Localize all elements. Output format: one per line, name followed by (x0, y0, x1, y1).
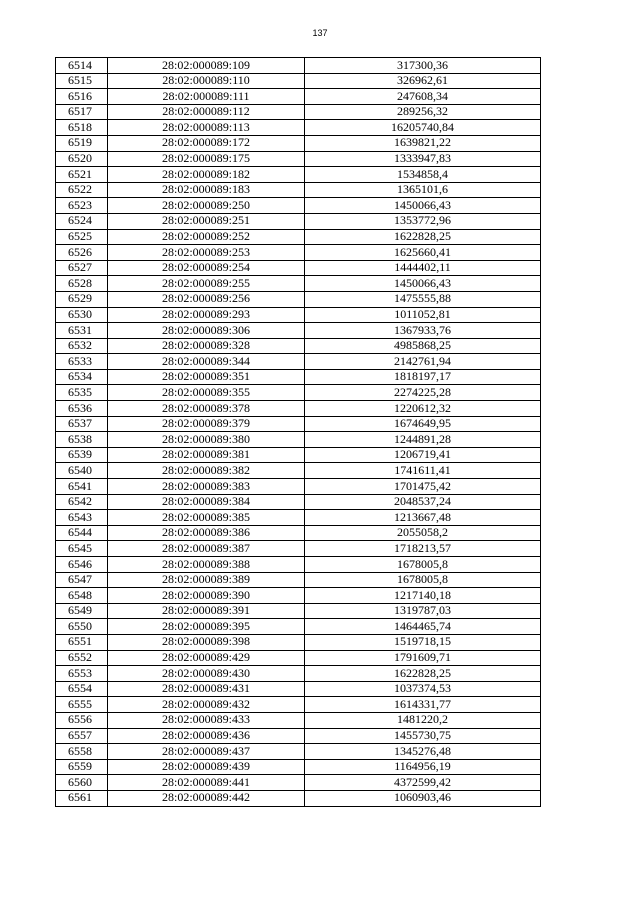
row-number-cell: 6526 (56, 245, 108, 261)
table-row (56, 276, 541, 292)
table-row (56, 494, 541, 510)
table-row (56, 634, 541, 650)
value-cell: 1206719,41 (305, 447, 541, 463)
cadastral-number-cell: 28:02:000089:378 (108, 401, 305, 417)
value-cell: 1475555,88 (305, 291, 541, 307)
value-cell: 1639821,22 (305, 135, 541, 151)
value-cell: 1319787,03 (305, 603, 541, 619)
row-number-cell: 6550 (56, 619, 108, 635)
cadastral-number-cell: 28:02:000089:380 (108, 432, 305, 448)
value-cell: 1011052,81 (305, 307, 541, 323)
table-row (56, 104, 541, 120)
table-row (56, 338, 541, 354)
row-number-cell: 6540 (56, 463, 108, 479)
table-row (56, 260, 541, 276)
value-cell: 247608,34 (305, 89, 541, 105)
cadastral-number-cell: 28:02:000089:113 (108, 120, 305, 136)
value-cell: 326962,61 (305, 73, 541, 89)
value-cell: 1345276,48 (305, 744, 541, 760)
value-cell: 1464465,74 (305, 619, 541, 635)
table-row (56, 229, 541, 245)
row-number-cell: 6541 (56, 479, 108, 495)
table-row (56, 291, 541, 307)
value-cell: 1701475,42 (305, 479, 541, 495)
cadastral-number-cell: 28:02:000089:175 (108, 151, 305, 167)
row-number-cell: 6538 (56, 432, 108, 448)
table-row (56, 790, 541, 806)
value-cell: 2142761,94 (305, 354, 541, 370)
value-cell: 1060903,46 (305, 790, 541, 806)
cadastral-number-cell: 28:02:000089:430 (108, 666, 305, 682)
cadastral-number-cell: 28:02:000089:389 (108, 572, 305, 588)
row-number-cell: 6532 (56, 338, 108, 354)
value-cell: 2055058,2 (305, 525, 541, 541)
value-cell: 1791609,71 (305, 650, 541, 666)
row-number-cell: 6556 (56, 712, 108, 728)
table-row (56, 167, 541, 183)
row-number-cell: 6548 (56, 588, 108, 604)
row-number-cell: 6522 (56, 182, 108, 198)
table-row (56, 58, 541, 74)
table-row (56, 213, 541, 229)
value-cell: 1481220,2 (305, 712, 541, 728)
cadastral-number-cell: 28:02:000089:355 (108, 385, 305, 401)
row-number-cell: 6549 (56, 603, 108, 619)
cadastral-number-cell: 28:02:000089:387 (108, 541, 305, 557)
row-number-cell: 6524 (56, 213, 108, 229)
cadastral-number-cell: 28:02:000089:351 (108, 369, 305, 385)
table-row (56, 619, 541, 635)
cadastral-number-cell: 28:02:000089:110 (108, 73, 305, 89)
table-row (56, 525, 541, 541)
value-cell: 1678005,8 (305, 572, 541, 588)
table-row (56, 712, 541, 728)
row-number-cell: 6534 (56, 369, 108, 385)
table-row (56, 728, 541, 744)
table-row (56, 744, 541, 760)
cadastral-number-cell: 28:02:000089:384 (108, 494, 305, 510)
cadastral-number-cell: 28:02:000089:385 (108, 510, 305, 526)
value-cell: 1450066,43 (305, 276, 541, 292)
cadastral-number-cell: 28:02:000089:254 (108, 260, 305, 276)
value-cell: 1519718,15 (305, 634, 541, 650)
cadastral-number-cell: 28:02:000089:255 (108, 276, 305, 292)
cadastral-number-cell: 28:02:000089:344 (108, 354, 305, 370)
row-number-cell: 6516 (56, 89, 108, 105)
table-row (56, 182, 541, 198)
table-row (56, 650, 541, 666)
value-cell: 1450066,43 (305, 198, 541, 214)
cadastral-number-cell: 28:02:000089:391 (108, 603, 305, 619)
cadastral-number-cell: 28:02:000089:398 (108, 634, 305, 650)
table-row (56, 775, 541, 791)
table-row (56, 557, 541, 573)
value-cell: 1534858,4 (305, 167, 541, 183)
value-cell: 1614331,77 (305, 697, 541, 713)
table-row (56, 603, 541, 619)
value-cell: 1213667,48 (305, 510, 541, 526)
row-number-cell: 6546 (56, 557, 108, 573)
cadastral-number-cell: 28:02:000089:433 (108, 712, 305, 728)
value-cell: 1678005,8 (305, 557, 541, 573)
table-row (56, 73, 541, 89)
row-number-cell: 6551 (56, 634, 108, 650)
value-cell: 1625660,41 (305, 245, 541, 261)
cadastral-number-cell: 28:02:000089:293 (108, 307, 305, 323)
cadastral-number-cell: 28:02:000089:306 (108, 323, 305, 339)
table-row (56, 416, 541, 432)
table-row (56, 588, 541, 604)
row-number-cell: 6552 (56, 650, 108, 666)
table-row (56, 697, 541, 713)
row-number-cell: 6542 (56, 494, 108, 510)
row-number-cell: 6561 (56, 790, 108, 806)
value-cell: 16205740,84 (305, 120, 541, 136)
value-cell: 317300,36 (305, 58, 541, 74)
table-row (56, 245, 541, 261)
table-row (56, 572, 541, 588)
cadastral-number-cell: 28:02:000089:256 (108, 291, 305, 307)
cadastral-number-cell: 28:02:000089:183 (108, 182, 305, 198)
table-row (56, 369, 541, 385)
table-body (56, 58, 541, 807)
cadastral-number-cell: 28:02:000089:252 (108, 229, 305, 245)
row-number-cell: 6518 (56, 120, 108, 136)
row-number-cell: 6537 (56, 416, 108, 432)
page-number: 137 (312, 28, 328, 38)
row-number-cell: 6527 (56, 260, 108, 276)
value-cell: 1164956,19 (305, 759, 541, 775)
row-number-cell: 6517 (56, 104, 108, 120)
row-number-cell: 6531 (56, 323, 108, 339)
value-cell: 1037374,53 (305, 681, 541, 697)
table-row (56, 541, 541, 557)
row-number-cell: 6547 (56, 572, 108, 588)
cadastral-number-cell: 28:02:000089:172 (108, 135, 305, 151)
cadastral-number-cell: 28:02:000089:388 (108, 557, 305, 573)
cadastral-number-cell: 28:02:000089:379 (108, 416, 305, 432)
value-cell: 2048537,24 (305, 494, 541, 510)
value-cell: 1674649,95 (305, 416, 541, 432)
row-number-cell: 6530 (56, 307, 108, 323)
cadastral-number-cell: 28:02:000089:442 (108, 790, 305, 806)
table-row (56, 666, 541, 682)
value-cell: 1622828,25 (305, 666, 541, 682)
table-row (56, 307, 541, 323)
value-cell: 1244891,28 (305, 432, 541, 448)
row-number-cell: 6525 (56, 229, 108, 245)
row-number-cell: 6520 (56, 151, 108, 167)
table-row (56, 354, 541, 370)
value-cell: 1455730,75 (305, 728, 541, 744)
table-row (56, 198, 541, 214)
row-number-cell: 6523 (56, 198, 108, 214)
row-number-cell: 6553 (56, 666, 108, 682)
row-number-cell: 6535 (56, 385, 108, 401)
table-row (56, 323, 541, 339)
row-number-cell: 6545 (56, 541, 108, 557)
table-row (56, 510, 541, 526)
cadastral-number-cell: 28:02:000089:431 (108, 681, 305, 697)
value-cell: 1220612,32 (305, 401, 541, 417)
value-cell: 1367933,76 (305, 323, 541, 339)
cadastral-number-cell: 28:02:000089:109 (108, 58, 305, 74)
value-cell: 1444402,11 (305, 260, 541, 276)
table-row (56, 89, 541, 105)
table-row (56, 479, 541, 495)
cadastral-number-cell: 28:02:000089:437 (108, 744, 305, 760)
table-row (56, 432, 541, 448)
row-number-cell: 6521 (56, 167, 108, 183)
cadastral-number-cell: 28:02:000089:251 (108, 213, 305, 229)
table-row (56, 681, 541, 697)
row-number-cell: 6528 (56, 276, 108, 292)
value-cell: 1741611,41 (305, 463, 541, 479)
value-cell: 289256,32 (305, 104, 541, 120)
row-number-cell: 6519 (56, 135, 108, 151)
row-number-cell: 6543 (56, 510, 108, 526)
value-cell: 1818197,17 (305, 369, 541, 385)
value-cell: 1353772,96 (305, 213, 541, 229)
row-number-cell: 6529 (56, 291, 108, 307)
value-cell: 1217140,18 (305, 588, 541, 604)
cadastral-number-cell: 28:02:000089:381 (108, 447, 305, 463)
row-number-cell: 6559 (56, 759, 108, 775)
value-cell: 1333947,83 (305, 151, 541, 167)
row-number-cell: 6536 (56, 401, 108, 417)
value-cell: 1718213,57 (305, 541, 541, 557)
cadastral-value-table (55, 57, 541, 807)
cadastral-number-cell: 28:02:000089:182 (108, 167, 305, 183)
cadastral-number-cell: 28:02:000089:395 (108, 619, 305, 635)
cadastral-number-cell: 28:02:000089:328 (108, 338, 305, 354)
row-number-cell: 6557 (56, 728, 108, 744)
cadastral-number-cell: 28:02:000089:382 (108, 463, 305, 479)
table-row (56, 135, 541, 151)
value-cell: 4985868,25 (305, 338, 541, 354)
row-number-cell: 6515 (56, 73, 108, 89)
table-row (56, 120, 541, 136)
value-cell: 4372599,42 (305, 775, 541, 791)
cadastral-number-cell: 28:02:000089:253 (108, 245, 305, 261)
row-number-cell: 6544 (56, 525, 108, 541)
cadastral-number-cell: 28:02:000089:429 (108, 650, 305, 666)
table-row (56, 401, 541, 417)
row-number-cell: 6514 (56, 58, 108, 74)
row-number-cell: 6533 (56, 354, 108, 370)
row-number-cell: 6558 (56, 744, 108, 760)
value-cell: 1622828,25 (305, 229, 541, 245)
cadastral-number-cell: 28:02:000089:439 (108, 759, 305, 775)
cadastral-number-cell: 28:02:000089:436 (108, 728, 305, 744)
cadastral-number-cell: 28:02:000089:112 (108, 104, 305, 120)
table-row (56, 385, 541, 401)
cadastral-number-cell: 28:02:000089:386 (108, 525, 305, 541)
cadastral-number-cell: 28:02:000089:432 (108, 697, 305, 713)
cadastral-number-cell: 28:02:000089:390 (108, 588, 305, 604)
row-number-cell: 6554 (56, 681, 108, 697)
table-row (56, 759, 541, 775)
cadastral-number-cell: 28:02:000089:383 (108, 479, 305, 495)
table-row (56, 151, 541, 167)
table-row (56, 447, 541, 463)
cadastral-number-cell: 28:02:000089:111 (108, 89, 305, 105)
cadastral-number-cell: 28:02:000089:250 (108, 198, 305, 214)
table-row (56, 463, 541, 479)
value-cell: 1365101,6 (305, 182, 541, 198)
row-number-cell: 6560 (56, 775, 108, 791)
row-number-cell: 6539 (56, 447, 108, 463)
row-number-cell: 6555 (56, 697, 108, 713)
cadastral-number-cell: 28:02:000089:441 (108, 775, 305, 791)
value-cell: 2274225,28 (305, 385, 541, 401)
